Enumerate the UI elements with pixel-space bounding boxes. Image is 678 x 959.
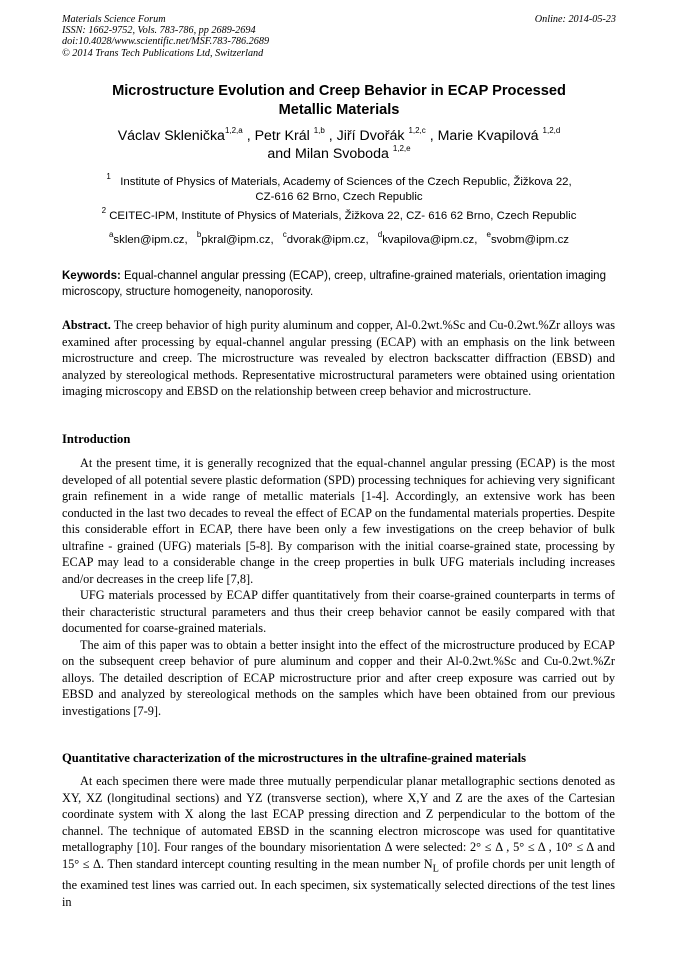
author-name: , Jiří Dvořák bbox=[328, 128, 405, 144]
email-link[interactable]: dvorak@ipm.cz, bbox=[286, 234, 369, 246]
affiliation-2 bbox=[62, 206, 616, 224]
affiliation-1 bbox=[62, 172, 616, 205]
author-list bbox=[62, 127, 616, 163]
introduction-section bbox=[62, 455, 615, 719]
doi-line[interactable]: doi:10.4028/www.scientific.net/MSF.783-786.2689 bbox=[62, 36, 270, 48]
email-link[interactable]: pkral@ipm.cz, bbox=[201, 234, 274, 246]
email-link[interactable]: sklen@ipm.cz, bbox=[113, 234, 188, 246]
author-name: Václav Sklenička bbox=[117, 128, 225, 144]
introduction-heading: Introduction bbox=[62, 432, 131, 446]
paragraph: UFG materials processed by ECAP differ quantitatively from their coarse-grained counterparts in terms of their characteristic structural parameters and thus their creep behavior cannot be easily compared with that documented for coarse-grained materials. bbox=[62, 588, 615, 635]
author-affiliation-mark: 1,2,e bbox=[392, 144, 411, 154]
author-affiliation-mark: 1,b bbox=[313, 126, 325, 136]
paragraph-text: of profile chords per unit length of the examined test lines was carried out. In each specimen, six systematically selected directions of the test lines in bbox=[62, 856, 615, 909]
author-affiliation-mark: 1,2,a bbox=[224, 126, 243, 136]
affiliation-text: CEITEC-IPM, Institute of Physics of Materials, Žižkova 22, CZ- 616 62 Brno, Czech Republic bbox=[109, 210, 577, 222]
quantitative-heading: Quantitative characterization of the microstructures in the ultrafine-grained materials bbox=[62, 751, 527, 765]
journal-header bbox=[62, 14, 269, 59]
author-affiliation-mark: 1,2,d bbox=[542, 126, 561, 136]
email-link[interactable]: svobm@ipm.cz bbox=[490, 234, 570, 246]
author-affiliation-mark: 1,2,c bbox=[408, 126, 426, 136]
author-name: and Milan Svoboda bbox=[267, 146, 389, 162]
author-name: , Marie Kvapilová bbox=[429, 128, 539, 144]
paper-title bbox=[62, 82, 616, 119]
subscript: L bbox=[432, 862, 439, 874]
paragraph: The aim of this paper was to obtain a better insight into the effect of the microstructure produced by ECAP on the subsequent creep behavior of pure aluminum and copper and their Al-0.2wt.%Sc and Cu-0.2wt.%Zr alloys. The detailed description of ECAP microstructure prior and after creep exposure was carried out by EBSD and analyzed by stereological methods on the samples which have been obtained from our previous investigations [7-9]. bbox=[62, 637, 615, 718]
author-name: , Petr Král bbox=[246, 128, 310, 144]
email-link[interactable]: kvapilova@ipm.cz, bbox=[382, 234, 478, 246]
keywords-label: Keywords: bbox=[62, 270, 121, 282]
copyright-line: © 2014 Trans Tech Publications Ltd, Switzerland bbox=[62, 47, 264, 59]
affiliation-number: 2 bbox=[101, 206, 107, 216]
quantitative-section bbox=[62, 773, 615, 910]
abstract bbox=[62, 317, 615, 400]
title-line-1: Microstructure Evolution and Creep Behavior in ECAP Processed bbox=[112, 83, 566, 99]
paragraph bbox=[62, 773, 615, 910]
keywords-text: Equal-channel angular pressing (ECAP), creep, ultrafine-grained materials, orientation imaging microscopy, structure homogeneity, nanoporosity. bbox=[62, 270, 606, 299]
affiliation-number: 1 bbox=[106, 172, 111, 182]
issn-line: ISSN: 1662-9752, Vols. 783-786, pp 2689-2694 bbox=[62, 25, 256, 37]
email-mark: a bbox=[108, 230, 114, 240]
author-line-2 bbox=[62, 145, 616, 163]
paragraph: At the present time, it is generally recognized that the equal-channel angular pressing (ECAP) is the most developed of all potential severe plastic deformation (SPD) processing techniques for achieving very significant grain refinement in a wide range of metallic materials [1-4]. Accordingly, an extensive work has been conducted in the last two decades to reveal the effect of ECAP on the fundamental materials properties. Despite this considerable effort in ECAP, there have been only a few investigations on the creep behavior of bulk ultrafine - grained (UFG) materials [5-8]. By comparison with the initial coarse-grained state, processing by ECAP may lead to a considerable change in the creep properties in bulk UFG materials including increases and/or decreases in the creep life [7,8]. bbox=[62, 456, 615, 586]
author-line-1 bbox=[62, 127, 616, 145]
email-mark: c bbox=[282, 230, 287, 240]
email-mark: d bbox=[377, 230, 383, 240]
title-line-2: Metallic Materials bbox=[278, 101, 400, 118]
email-list bbox=[62, 230, 616, 248]
email-mark: b bbox=[196, 230, 202, 240]
paragraph-text: At each specimen there were made three mutually perpendicular planar metallographic sections denoted as XY, XZ (longitudinal sections) and YZ (transverse section), where X,Y and Z are the axes of the Cartesian coordinate system with X along the last ECAP pressing direction and Z perpendicular to the bottom of the channel. The technique of automated EBSD in the scanning electron microscope was used for quantitative metallography [10]. Four ranges of the boundary misorientation Δ were selected: 2° ≤ Δ , 5° ≤ Δ , 10° ≤ Δ and 15° ≤ Δ. Then standard intercept counting resulting in the mean number N bbox=[62, 774, 615, 871]
online-date: Online: 2014-05-23 bbox=[534, 14, 616, 25]
affiliation-text-cont: CZ-616 62 Brno, Czech Republic bbox=[255, 191, 423, 203]
affiliation-text: Institute of Physics of Materials, Academy of Sciences of the Czech Republic, Žižkova 22, bbox=[120, 176, 572, 188]
email-mark: e bbox=[486, 230, 491, 240]
keywords bbox=[62, 268, 615, 301]
abstract-label: Abstract. bbox=[62, 318, 111, 332]
abstract-text: The creep behavior of high purity aluminum and copper, Al-0.2wt.%Sc and Cu-0.2wt.%Zr alloys was examined after processing by equal-channel angular pressing (ECAP) with an emphasis on the link between microstructure and creep. The microstructure was revealed by electron backscatter diffraction (EBSD) and analyzed by stereological methods. Representative microstructural parameters were obtained using orientation imaging microscopy and EBSD on the relationship between creep behavior and microstructure. bbox=[62, 318, 615, 398]
journal-name: Materials Science Forum bbox=[62, 14, 166, 25]
